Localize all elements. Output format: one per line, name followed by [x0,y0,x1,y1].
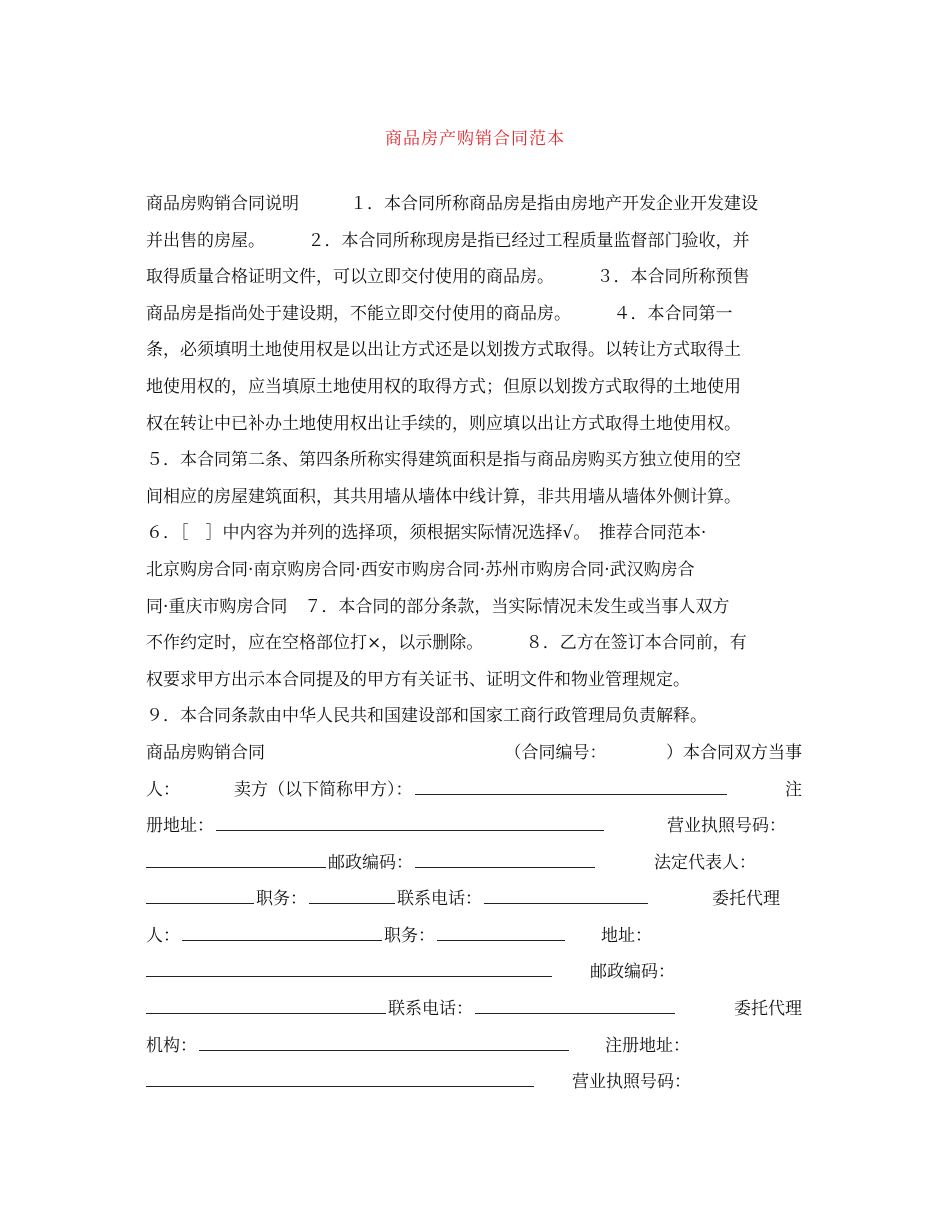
license-blank[interactable] [146,853,326,868]
contract-heading-line [146,735,802,772]
position-blank[interactable] [309,889,395,904]
agency-label: 委托代理 [734,999,802,1020]
paragraph-line: 权要求甲方出示本合同提及的甲方有关证书、证明文件和物业管理规定。 [146,669,690,690]
document-body [146,186,802,1101]
seller-label: 卖方（以下简称甲方）： [234,779,413,800]
license-postal-line [146,845,802,882]
agent-phone-blank[interactable] [475,999,675,1014]
agent-address-blank[interactable] [146,962,552,977]
agent-phone-label: 联系电话： [388,999,473,1020]
paragraph-line: 条，必须填明土地使用权是以出让方式还是以划拨方式取得。以转让方式取得土 [146,340,741,361]
reg-address-line [146,808,802,845]
agent-phone-line [146,991,802,1028]
postal-label: 邮政编码： [328,852,413,873]
address-label: 地址： [601,925,652,946]
paragraph-line: 取得质量合格证明文件，可以立即交付使用的商品房。 ３．本合同所称预售 [146,267,750,288]
paragraph-line: 并出售的房屋。 ２．本合同所称现房是指已经过工程质量监督部门验收，并 [146,230,750,251]
agent-position-label: 职务： [384,925,435,946]
paragraph-line: 地使用权的，应当填原土地使用权的取得方式；但原以划拨方式取得的土地使用 [146,376,741,397]
seller-line [146,772,802,809]
agent-blank[interactable] [182,926,382,941]
paragraph-line: 北京购房合同·南京购房合同·西安市购房合同·苏州市购房合同·武汉购房合 [146,559,695,580]
legal-rep-label: 法定代表人： [654,852,756,873]
paragraph-line: 权在转让中已补办土地使用权出让手续的，则应填以出让方式取得土地使用权。 [146,413,741,434]
legal-rep-blank[interactable] [146,889,254,904]
license-label: 营业执照号码： [667,816,786,837]
postal-blank[interactable] [415,853,595,868]
agency-license-label: 营业执照号码： [572,1072,691,1093]
reg-addr-prefix: 注 [785,779,802,800]
phone-label: 联系电话： [397,889,482,910]
agent-rest: 人： [146,925,180,946]
contract-heading: 商品房购销合同 [146,742,265,763]
phone-blank[interactable] [484,889,648,904]
agency-reg-blank[interactable] [146,1072,534,1087]
agency-reg-line [146,1064,802,1101]
paragraph-line: 间相应的房屋建筑面积，其共用墙从墙体中线计算，非共用墙从墙体外侧计算。 [146,486,741,507]
agent-postal-label: 邮政编码： [590,962,675,983]
position-label: 职务： [256,889,307,910]
paragraph-line: ９．本合同条款由中华人民共和国建设部和国家工商行政管理局负责解释。 [146,706,707,727]
paragraph-line: ５．本合同第二条、第四条所称实得建筑面积是指与商品房购买方独立使用的空 [146,450,741,471]
agent-line [146,918,802,955]
legal-rep-line [146,881,802,918]
agency-blank[interactable] [199,1036,569,1051]
seller-blank[interactable] [415,780,727,795]
agent-label: 委托代理 [712,889,780,910]
contract-number: （合同编号： ）本合同双方当事 [504,742,802,763]
paragraph-line: 商品房是指尚处于建设期，不能立即交付使用的商品房。 ４．本合同第一 [146,303,733,324]
paragraph-line: 不作约定时，应在空格部位打×，以示删除。 ８．乙方在签订本合同前，有 [146,633,747,654]
parties-prefix: 人： [146,779,180,800]
agency-line [146,1028,802,1065]
agency-rest: 机构： [146,1035,197,1056]
reg-addr-blank[interactable] [216,816,604,831]
agent-postal-blank[interactable] [146,999,386,1014]
reg-addr-label: 册地址： [146,816,214,837]
document-title: 商品房产购销合同范本 [385,129,565,149]
agent-position-blank[interactable] [437,926,565,941]
agent-address-line [146,954,802,991]
agency-reg-addr-label: 注册地址： [605,1035,690,1056]
paragraph-line: ６．［ ］中内容为并列的选择项，须根据实际情况选择√。 推荐合同范本· [146,523,707,544]
paragraph-line: 商品房购销合同说明 １．本合同所称商品房是指由房地产开发企业开发建设 [146,194,758,214]
paragraph-line: 同·重庆市购房合同 ７．本合同的部分条款，当实际情况未发生或当事人双方 [146,596,730,617]
